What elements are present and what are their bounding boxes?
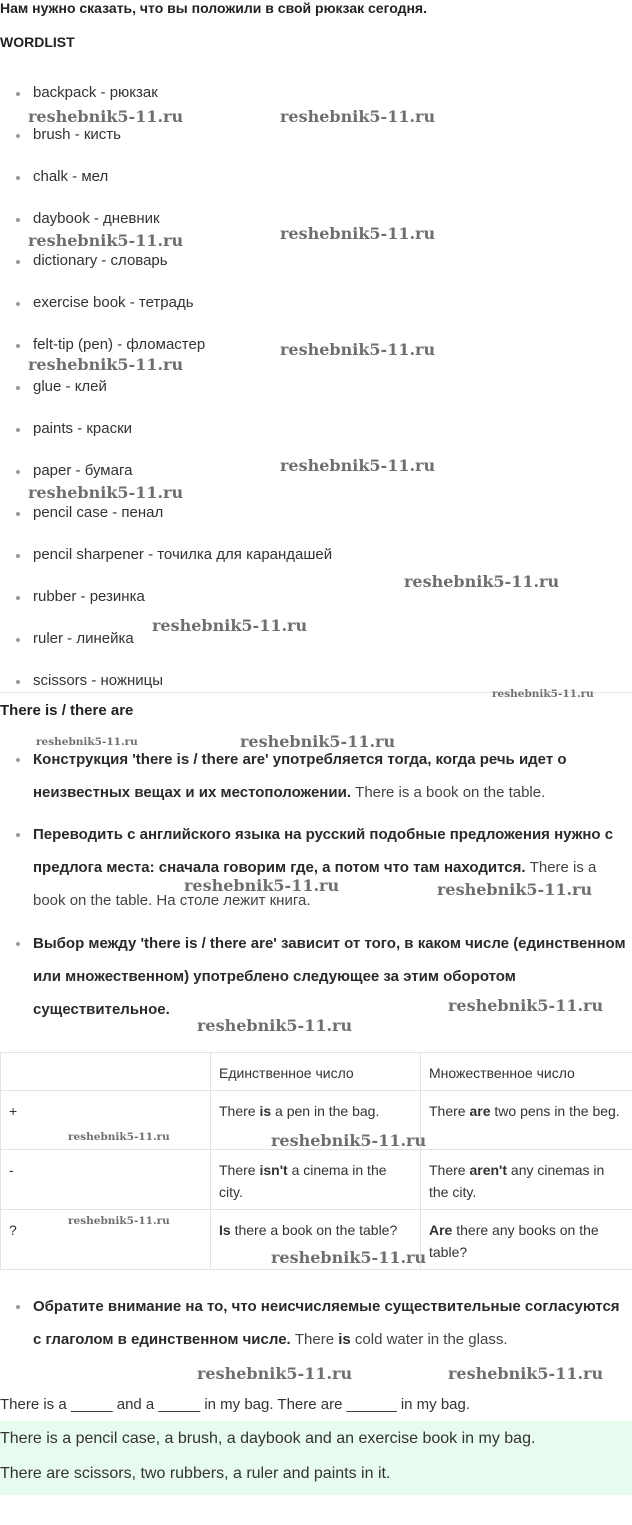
table-cell-plural: There aren't any cinemas in the city. bbox=[421, 1150, 632, 1210]
table-cell-plural: There are two pens in the beg. bbox=[421, 1091, 632, 1150]
bullet-icon bbox=[16, 1305, 20, 1309]
table-cell-singular: There is a pen in the bag. bbox=[211, 1091, 421, 1150]
bullet-icon bbox=[16, 554, 20, 558]
rule-item bbox=[16, 818, 626, 917]
answer-box bbox=[0, 1421, 632, 1495]
intro-text: Нам нужно сказать, что вы положили в свой рюкзак сегодня. bbox=[0, 0, 427, 16]
bullet-icon bbox=[16, 218, 20, 222]
watermark: reshebnik5-11.ru bbox=[197, 1016, 353, 1035]
watermark: reshebnik5-11.ru bbox=[28, 107, 184, 126]
watermark: reshebnik5-11.ru bbox=[68, 1131, 170, 1143]
rule-item: Обратите внимание на то, что неисчисляемые существительные согласуются с глаголом в единственном числе. There is cold water in the glass. bbox=[16, 1290, 626, 1356]
bullet-icon bbox=[16, 260, 20, 264]
bullet-icon bbox=[16, 344, 20, 348]
watermark: reshebnik5-11.ru bbox=[448, 1364, 604, 1383]
bullet-icon bbox=[16, 512, 20, 516]
table-cell-plural: Are there any books on the table? bbox=[421, 1210, 632, 1270]
watermark: reshebnik5-11.ru bbox=[36, 736, 138, 748]
table-header-cell: Множественное число bbox=[421, 1053, 632, 1091]
watermark: reshebnik5-11.ru bbox=[28, 231, 184, 250]
bullet-icon bbox=[16, 680, 20, 684]
rule-text: Переводить с английского языка на русский подобные предложения нужно с предлога места: сначала говорим где, а потом что там находится. bbox=[33, 826, 614, 876]
wordlist-title: WORDLIST bbox=[0, 34, 75, 50]
watermark: reshebnik5-11.ru bbox=[437, 880, 593, 899]
table-cell-singular: Is there a book on the table? bbox=[211, 1210, 421, 1270]
watermark: reshebnik5-11.ru bbox=[271, 1248, 427, 1267]
watermark: reshebnik5-11.ru bbox=[184, 876, 340, 895]
table-cell-sign: ? bbox=[1, 1210, 211, 1270]
table-header-cell: Единственное число bbox=[211, 1053, 421, 1091]
template-sentence: There is a _____ and a _____ in my bag. There are ______ in my bag. bbox=[0, 1396, 471, 1413]
watermark: reshebnik5-11.ru bbox=[68, 1215, 170, 1227]
answer-line: There is a pencil case, a brush, a daybook and an exercise book in my bag. bbox=[0, 1430, 536, 1447]
note-text: Обратите внимание на то, что неисчисляемые существительные согласуются с глаголом в единственном числе. bbox=[33, 1298, 620, 1348]
grammar-title: There is / there are bbox=[0, 702, 134, 719]
bullet-icon bbox=[16, 638, 20, 642]
bullet-icon bbox=[16, 176, 20, 180]
watermark: reshebnik5-11.ru bbox=[280, 107, 436, 126]
bullet-icon bbox=[16, 92, 20, 96]
bullet-icon bbox=[16, 596, 20, 600]
rule-text: Выбор между 'there is / there are' зависит от того, в каком числе (единственном или множественном) употреблено следующее за этим оборотом существительное. bbox=[33, 935, 626, 1018]
bullet-icon bbox=[16, 470, 20, 474]
rule-item bbox=[16, 743, 626, 809]
watermark: reshebnik5-11.ru bbox=[28, 483, 184, 502]
bullet-icon bbox=[16, 758, 20, 762]
watermark: reshebnik5-11.ru bbox=[197, 1364, 353, 1383]
watermark: reshebnik5-11.ru bbox=[280, 456, 436, 475]
table-row bbox=[1, 1150, 632, 1210]
bullet-icon bbox=[16, 833, 20, 837]
rule-example: There is a book on the table. bbox=[350, 784, 546, 801]
table-cell-sign: - bbox=[1, 1150, 211, 1210]
table-cell-sign: + bbox=[1, 1091, 211, 1150]
watermark: reshebnik5-11.ru bbox=[280, 224, 436, 243]
rule-text: Конструкция 'there is / there are' употребляется тогда, когда речь идет о неизвестных вещах и их местоположении. bbox=[33, 751, 567, 801]
grammar-table bbox=[0, 1052, 632, 1270]
bullet-icon bbox=[16, 942, 20, 946]
bullet-icon bbox=[16, 302, 20, 306]
bullet-icon bbox=[16, 134, 20, 138]
answer-line: There are scissors, two rubbers, a ruler and paints in it. bbox=[0, 1465, 391, 1482]
bullet-icon bbox=[16, 386, 20, 390]
bullet-icon bbox=[16, 428, 20, 432]
watermark: reshebnik5-11.ru bbox=[492, 688, 594, 700]
watermark: reshebnik5-11.ru bbox=[240, 732, 396, 751]
rule-example: There is a book on the table. На столе лежит книга. bbox=[33, 859, 597, 909]
table-cell-singular: There isn't a cinema in the city. bbox=[211, 1150, 421, 1210]
table-header-row bbox=[1, 1053, 632, 1091]
table-header-cell bbox=[1, 1053, 211, 1091]
watermark: reshebnik5-11.ru bbox=[271, 1131, 427, 1150]
watermark: reshebnik5-11.ru bbox=[152, 616, 308, 635]
watermark: reshebnik5-11.ru bbox=[28, 355, 184, 374]
watermark: reshebnik5-11.ru bbox=[448, 996, 604, 1015]
watermark: reshebnik5-11.ru bbox=[404, 572, 560, 591]
watermark: reshebnik5-11.ru bbox=[280, 340, 436, 359]
